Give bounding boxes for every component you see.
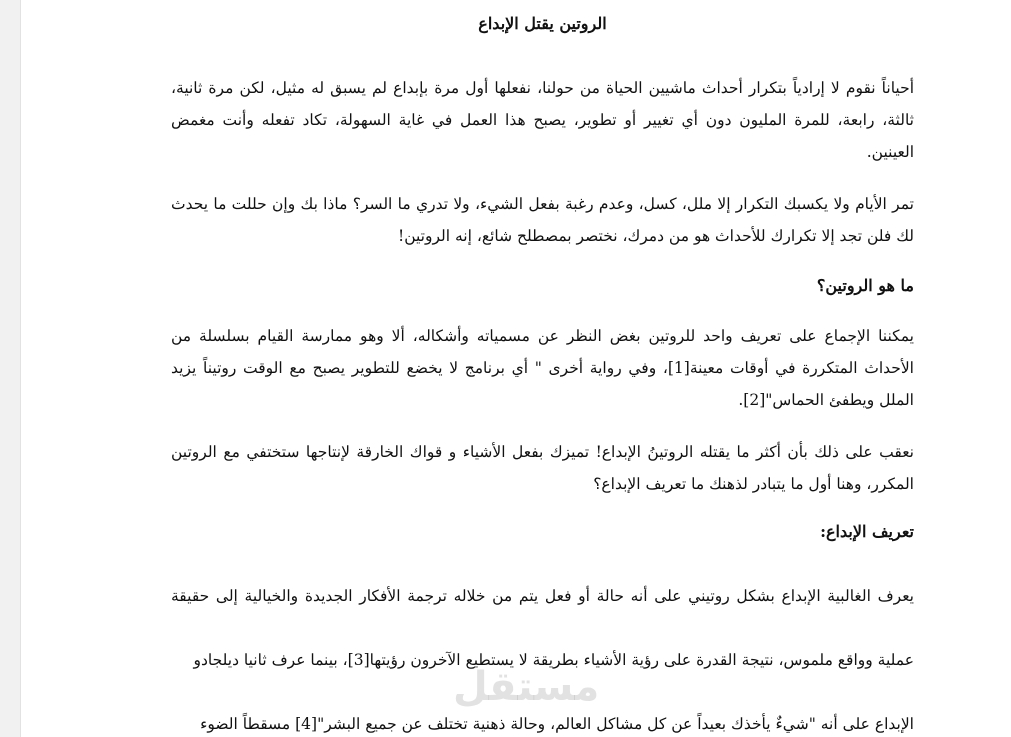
paragraph-creativity-continued: الإبداع على أنه "شيءٌ يأخذك بعيداً عن كل مشاكل العالم، وحالة ذهنية تختلف عن جميع البشر"[4] مسقطاً الضوء [200,715,914,733]
paragraph-creativity-question: نعقب على ذلك بأن أكثر ما يقتله الروتينُ الإبداع! تميزك بفعل الأشياء و قواك الخارقة لإنتاجها ستختفي مع الروتين المكرر، وهنا أول ما يتبادر لذهنك ما تعريف الإبداع؟ [171,443,914,493]
document-title: الروتين يقتل الإبداع [478,14,607,33]
heading-creativity-definition: تعريف الإبداع: [820,522,914,541]
watermark-logo: مستقل [453,664,600,710]
paragraph-intro: أحياناً نقوم لا إرادياً بتكرار أحداث ماشيين الحياة من حولنا، نفعلها أول مرة بإبداع لم يسبق له مثيل، لكن مرة ثانية، ثالثة، رابعة، للمرة المليون دون أي تغيير أو تطوير، يصبح هذا العمل في غاية السهولة، تكاد تفعله وأنت مغمض العينين. [171,79,914,161]
paragraph-days: تمر الأيام ولا يكسبك التكرار إلا ملل، كسل، وعدم رغبة بفعل الشيء، ولا تدري ما السر؟ ماذا بك وإن حللت ما يحدث لك فلن تجد إلا تكرارك للأحداث هو من دمرك، نختصر بمصطلح شائع، إنه الروتين! [171,195,914,245]
paragraph-routine-definition: يمكننا الإجماع على تعريف واحد للروتين بغض النظر عن مسمياته وأشكاله، ألا وهو ممارسة القيام بسلسلة من الأحداث المتكررة في أوقات معينة[1]، وفي رواية أخرى " أي برنامج لا يخضع للتطوير يصبح مع الوقت روتيناً يزيد الملل ويطفئ الحماس"[2]. [171,327,914,409]
paragraph-creativity-definition: يعرف الغالبية الإبداع بشكل روتيني على أنه حالة أو فعل يتم من خلاله ترجمة الأفكار الجديدة والخيالية إلى حقيقة عملية وواقع ملموس، نتيجة القدرة على رؤية الأشياء بطريقة لا يستطيع الآخرون رؤيتها[3]، بينما عرف ثانيا ديلجادو [171,587,914,669]
document-content [171,0,914,737]
heading-what-is-routine: ما هو الروتين؟ [816,276,914,295]
document-page [20,0,1011,737]
